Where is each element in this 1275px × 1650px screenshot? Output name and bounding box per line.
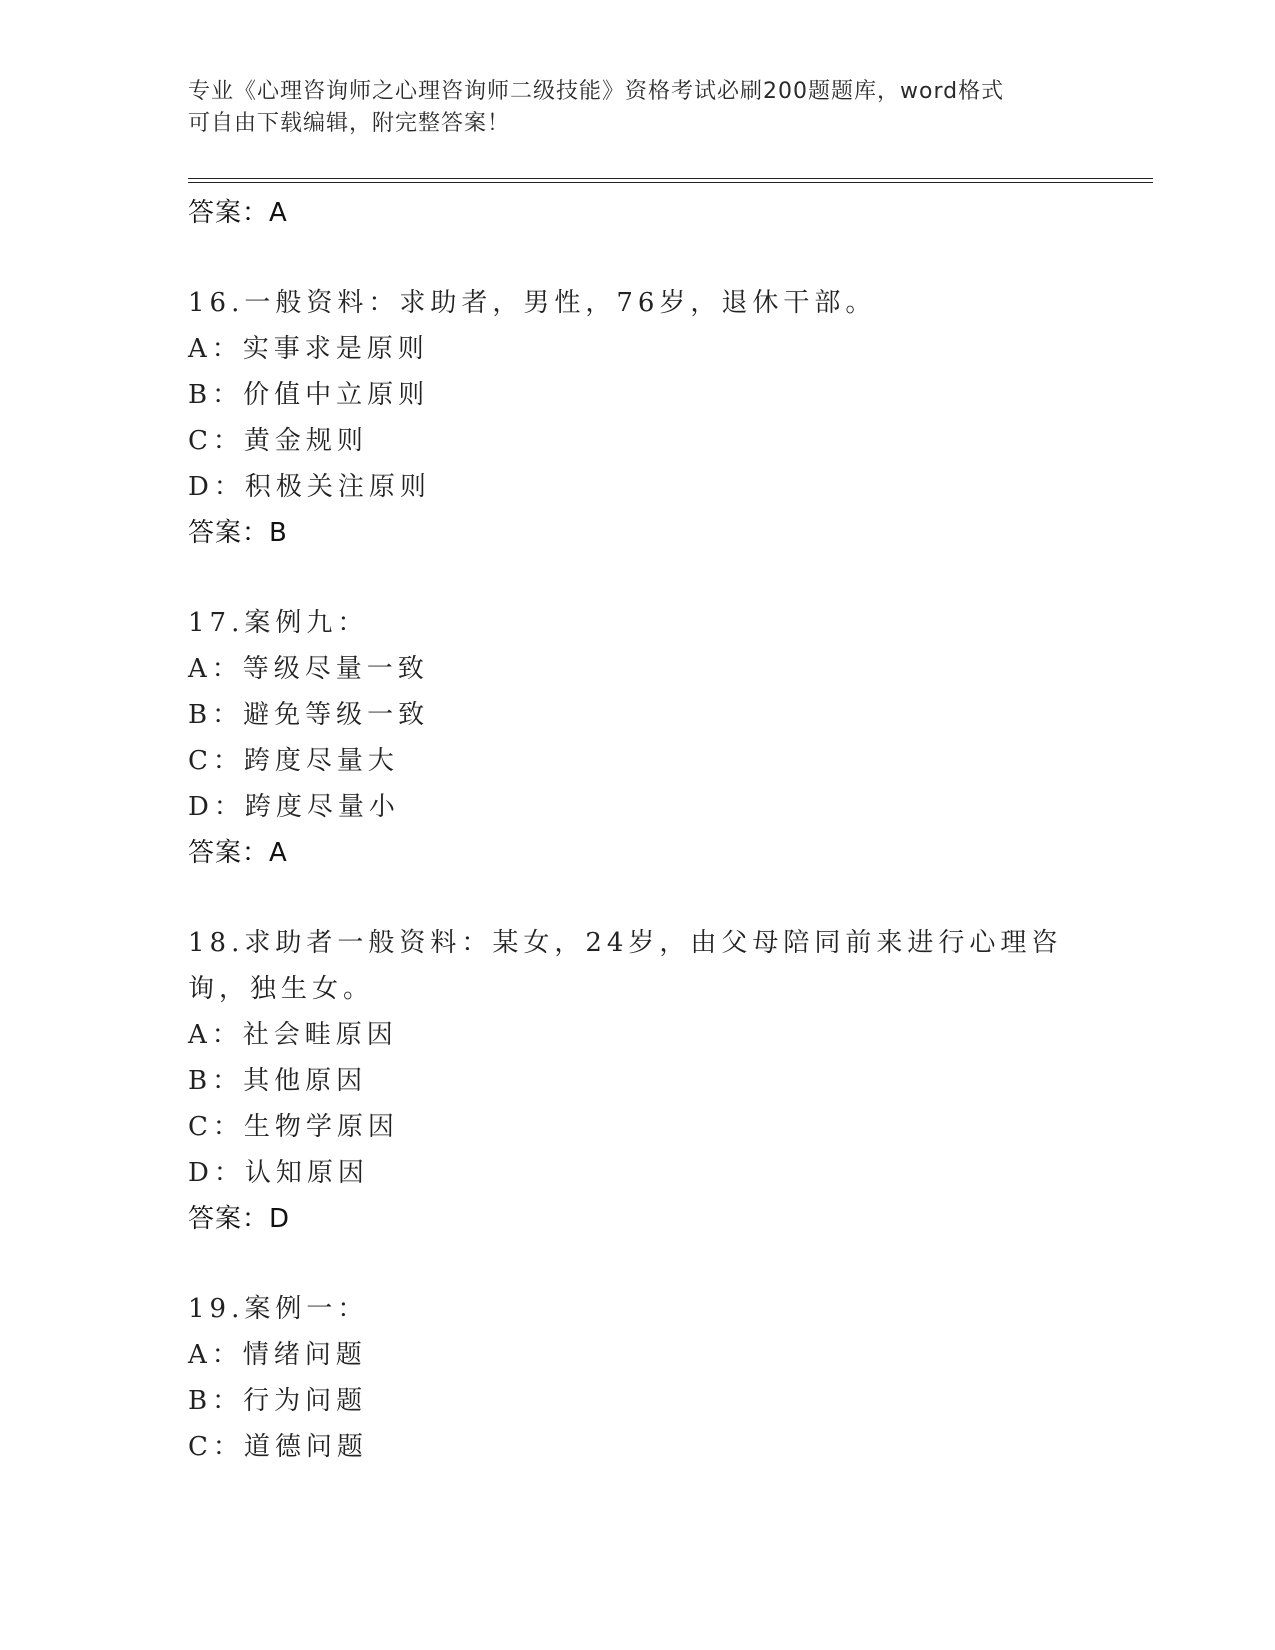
question-block bbox=[188, 280, 1108, 556]
header-line-2: 可自由下载编辑，附完整答案！ bbox=[188, 111, 511, 136]
header-line-1: 专业《心理咨询师之心理咨询师二级技能》资格考试必刷200题题库，word格式 bbox=[188, 79, 1005, 104]
question-block bbox=[188, 920, 1108, 1242]
option-a: A：社会畦原因 bbox=[188, 1020, 398, 1050]
question-block bbox=[188, 1286, 1108, 1470]
question-text: 16.一般资料：求助者，男性，76岁，退休干部。 bbox=[188, 288, 877, 318]
option-c: C：道德问题 bbox=[188, 1432, 368, 1462]
option-b: B：价值中立原则 bbox=[188, 380, 430, 410]
document-header bbox=[188, 76, 1088, 140]
answer: 答案：D bbox=[188, 1204, 291, 1234]
option-a: A：实事求是原则 bbox=[188, 334, 429, 364]
option-b: B：避免等级一致 bbox=[188, 700, 430, 730]
previous-answer: 答案：A bbox=[188, 198, 288, 228]
answer: 答案：B bbox=[188, 518, 288, 548]
question-text: 18.求助者一般资料：某女，24岁，由父母陪同前来进行心理咨询，独生女。 bbox=[188, 928, 1063, 1004]
option-b: B：行为问题 bbox=[188, 1386, 368, 1416]
option-d: D：认知原因 bbox=[188, 1158, 369, 1188]
option-a: A：情绪问题 bbox=[188, 1340, 367, 1370]
question-list bbox=[188, 190, 1108, 1470]
option-b: B：其他原因 bbox=[188, 1066, 368, 1096]
option-c: C：跨度尽量大 bbox=[188, 746, 399, 776]
option-d: D：积极关注原则 bbox=[188, 472, 431, 502]
option-c: C：生物学原因 bbox=[188, 1112, 399, 1142]
question-text: 19.案例一： bbox=[188, 1294, 369, 1324]
option-a: A：等级尽量一致 bbox=[188, 654, 429, 684]
answer: 答案：A bbox=[188, 838, 288, 868]
question-text: 17.案例九： bbox=[188, 608, 369, 638]
option-d: D：跨度尽量小 bbox=[188, 792, 400, 822]
option-c: C：黄金规则 bbox=[188, 426, 368, 456]
question-block bbox=[188, 600, 1108, 876]
header-divider bbox=[188, 178, 1153, 183]
